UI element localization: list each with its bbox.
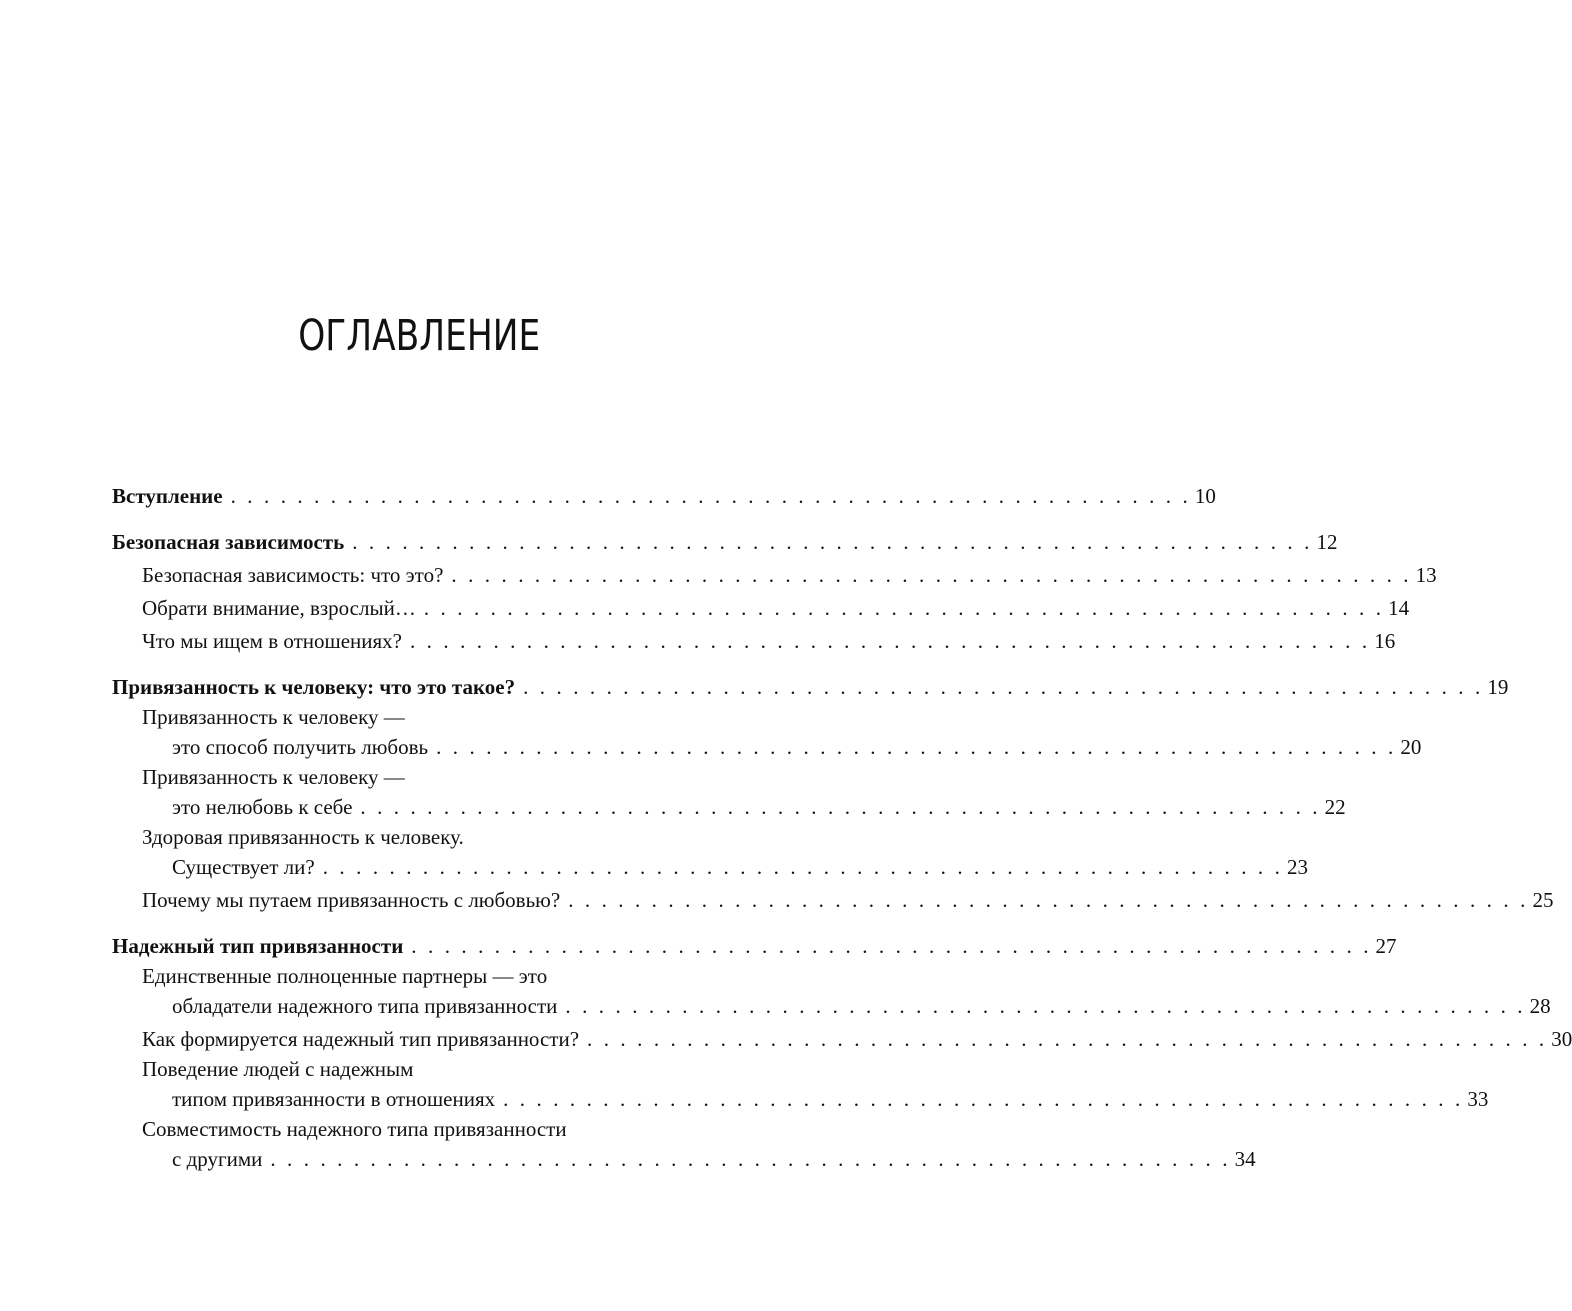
toc-leader-dots: . . . . . . . . . . . . . . . . . . . . . . . . . . . . . . . . . . . . . . . . . . . . . . . . . . . . . . . . . . <box>568 888 1529 912</box>
toc-subsection-title: Почему мы путаем привязанность с любовью? <box>142 888 561 912</box>
table-of-contents <box>112 480 1572 1189</box>
toc-page-number: 16 <box>1374 629 1396 653</box>
toc-subsection-entry[interactable] <box>142 764 1346 824</box>
toc-page-number: 20 <box>1400 735 1422 759</box>
toc-page-number: 12 <box>1316 530 1338 554</box>
toc-leader-dots: . . . . . . . . . . . . . . . . . . . . . . . . . . . . . . . . . . . . . . . . . . . . . . . . . . . . . . . . . . <box>436 735 1397 759</box>
toc-leader-dots: . . . . . . . . . . . . . . . . . . . . . . . . . . . . . . . . . . . . . . . . . . . . . . . . . . . . . . . . . . <box>322 855 1283 879</box>
toc-subsection-entry[interactable] <box>142 1023 1572 1056</box>
toc-page-number: 30 <box>1551 1027 1572 1051</box>
toc-chapter-entry[interactable] <box>112 526 1338 559</box>
toc-leader-dots: . . . . . . . . . . . . . . . . . . . . . . . . . . . . . . . . . . . . . . . . . . . . . . . . . . . . . . . . . . <box>230 484 1191 508</box>
toc-subsection-title-continued: Существует ли? <box>172 855 315 879</box>
toc-subsection-title: Поведение людей с надежным <box>142 1057 414 1081</box>
toc-section <box>112 930 1572 1176</box>
toc-subsection-entry[interactable] <box>142 1056 1489 1116</box>
toc-leader-dots: . . . . . . . . . . . . . . . . . . . . . . . . . . . . . . . . . . . . . . . . . . . . . . . . . . . . . . . . . . <box>411 934 1372 958</box>
toc-subsection-title-continued: это способ получить любовь <box>172 735 429 759</box>
toc-leader-dots: . . . . . . . . . . . . . . . . . . . . . . . . . . . . . . . . . . . . . . . . . . . . . . . . . . . . . . . . . . <box>270 1147 1231 1171</box>
toc-leader-dots: . . . . . . . . . . . . . . . . . . . . . . . . . . . . . . . . . . . . . . . . . . . . . . . . . . . . . . . . . . <box>503 1087 1464 1111</box>
toc-subsection-entry[interactable] <box>142 1116 1256 1176</box>
toc-page-number: 28 <box>1529 994 1551 1018</box>
toc-section <box>112 480 1216 513</box>
toc-page-number: 27 <box>1375 934 1397 958</box>
toc-page-number: 33 <box>1467 1087 1489 1111</box>
toc-subsection-title-continued: это нелюбовь к себе <box>172 795 353 819</box>
toc-chapter-entry[interactable] <box>112 480 1216 513</box>
toc-subsection-title-continued: с другими <box>172 1147 263 1171</box>
toc-leader-dots: . . . . . . . . . . . . . . . . . . . . . . . . . . . . . . . . . . . . . . . . . . . . . . . . . . . . . . . . . . <box>352 530 1313 554</box>
toc-subsection-title: Привязанность к человеку — <box>142 705 405 729</box>
toc-page-number: 34 <box>1234 1147 1256 1171</box>
toc-subsection-title: Единственные полноценные партнеры — это <box>142 964 548 988</box>
page-title: ОГЛАВЛЕНИЕ <box>298 311 541 361</box>
toc-subsection-entry[interactable] <box>142 625 1396 658</box>
toc-leader-dots: . . . . . . . . . . . . . . . . . . . . . . . . . . . . . . . . . . . . . . . . . . . . . . . . . . . . . . . . . . <box>587 1027 1548 1051</box>
toc-leader-dots: . . . . . . . . . . . . . . . . . . . . . . . . . . . . . . . . . . . . . . . . . . . . . . . . . . . . . . . . . . <box>360 795 1321 819</box>
toc-chapter-entry[interactable] <box>112 671 1509 704</box>
toc-page-number: 14 <box>1388 596 1410 620</box>
toc-page-number: 22 <box>1324 795 1346 819</box>
toc-chapter-title: Вступление <box>112 484 223 508</box>
toc-page-number: 19 <box>1487 675 1509 699</box>
toc-chapter-entry[interactable] <box>112 930 1397 963</box>
toc-subsection-title: Привязанность к человеку — <box>142 765 405 789</box>
toc-subsection-title-continued: типом привязанности в отношениях <box>172 1087 496 1111</box>
toc-chapter-title: Безопасная зависимость <box>112 530 345 554</box>
toc-subsection-title: Что мы ищем в отношениях? <box>142 629 402 653</box>
toc-leader-dots: . . . . . . . . . . . . . . . . . . . . . . . . . . . . . . . . . . . . . . . . . . . . . . . . . . . . . . . . . . <box>565 994 1526 1018</box>
toc-subsection-entry[interactable] <box>142 963 1551 1023</box>
toc-section <box>112 526 1437 658</box>
toc-subsection-entry[interactable] <box>142 559 1437 592</box>
toc-subsection-title: Как формируется надежный тип привязанности? <box>142 1027 580 1051</box>
toc-page-number: 13 <box>1415 563 1437 587</box>
toc-subsection-entry[interactable] <box>142 824 1308 884</box>
toc-subsection-title: Безопасная зависимость: что это? <box>142 563 444 587</box>
toc-leader-dots: . . . . . . . . . . . . . . . . . . . . . . . . . . . . . . . . . . . . . . . . . . . . . . . . . . . . . . . . . . <box>423 596 1385 620</box>
toc-leader-dots: . . . . . . . . . . . . . . . . . . . . . . . . . . . . . . . . . . . . . . . . . . . . . . . . . . . . . . . . . . <box>409 629 1371 653</box>
toc-chapter-title: Надежный тип привязанности <box>112 934 404 958</box>
toc-leader-dots: . . . . . . . . . . . . . . . . . . . . . . . . . . . . . . . . . . . . . . . . . . . . . . . . . . . . . . . . . . <box>451 563 1412 587</box>
toc-subsection-title-continued: обладатели надежного типа привязанности <box>172 994 558 1018</box>
toc-chapter-title: Привязанность к человеку: что это такое? <box>112 675 516 699</box>
toc-section <box>112 671 1554 917</box>
toc-page-number: 10 <box>1194 484 1216 508</box>
toc-subsection-title: Обрати внимание, взрослый… <box>142 596 416 620</box>
toc-subsection-entry[interactable] <box>142 592 1410 625</box>
toc-subsection-title: Совместимость надежного типа привязанности <box>142 1117 567 1141</box>
toc-subsection-title: Здоровая привязанность к человеку. <box>142 825 464 849</box>
toc-page-number: 25 <box>1532 888 1554 912</box>
toc-leader-dots: . . . . . . . . . . . . . . . . . . . . . . . . . . . . . . . . . . . . . . . . . . . . . . . . . . . . . . . . . . <box>523 675 1484 699</box>
toc-subsection-entry[interactable] <box>142 884 1554 917</box>
toc-subsection-entry[interactable] <box>142 704 1422 764</box>
toc-page-number: 23 <box>1286 855 1308 879</box>
